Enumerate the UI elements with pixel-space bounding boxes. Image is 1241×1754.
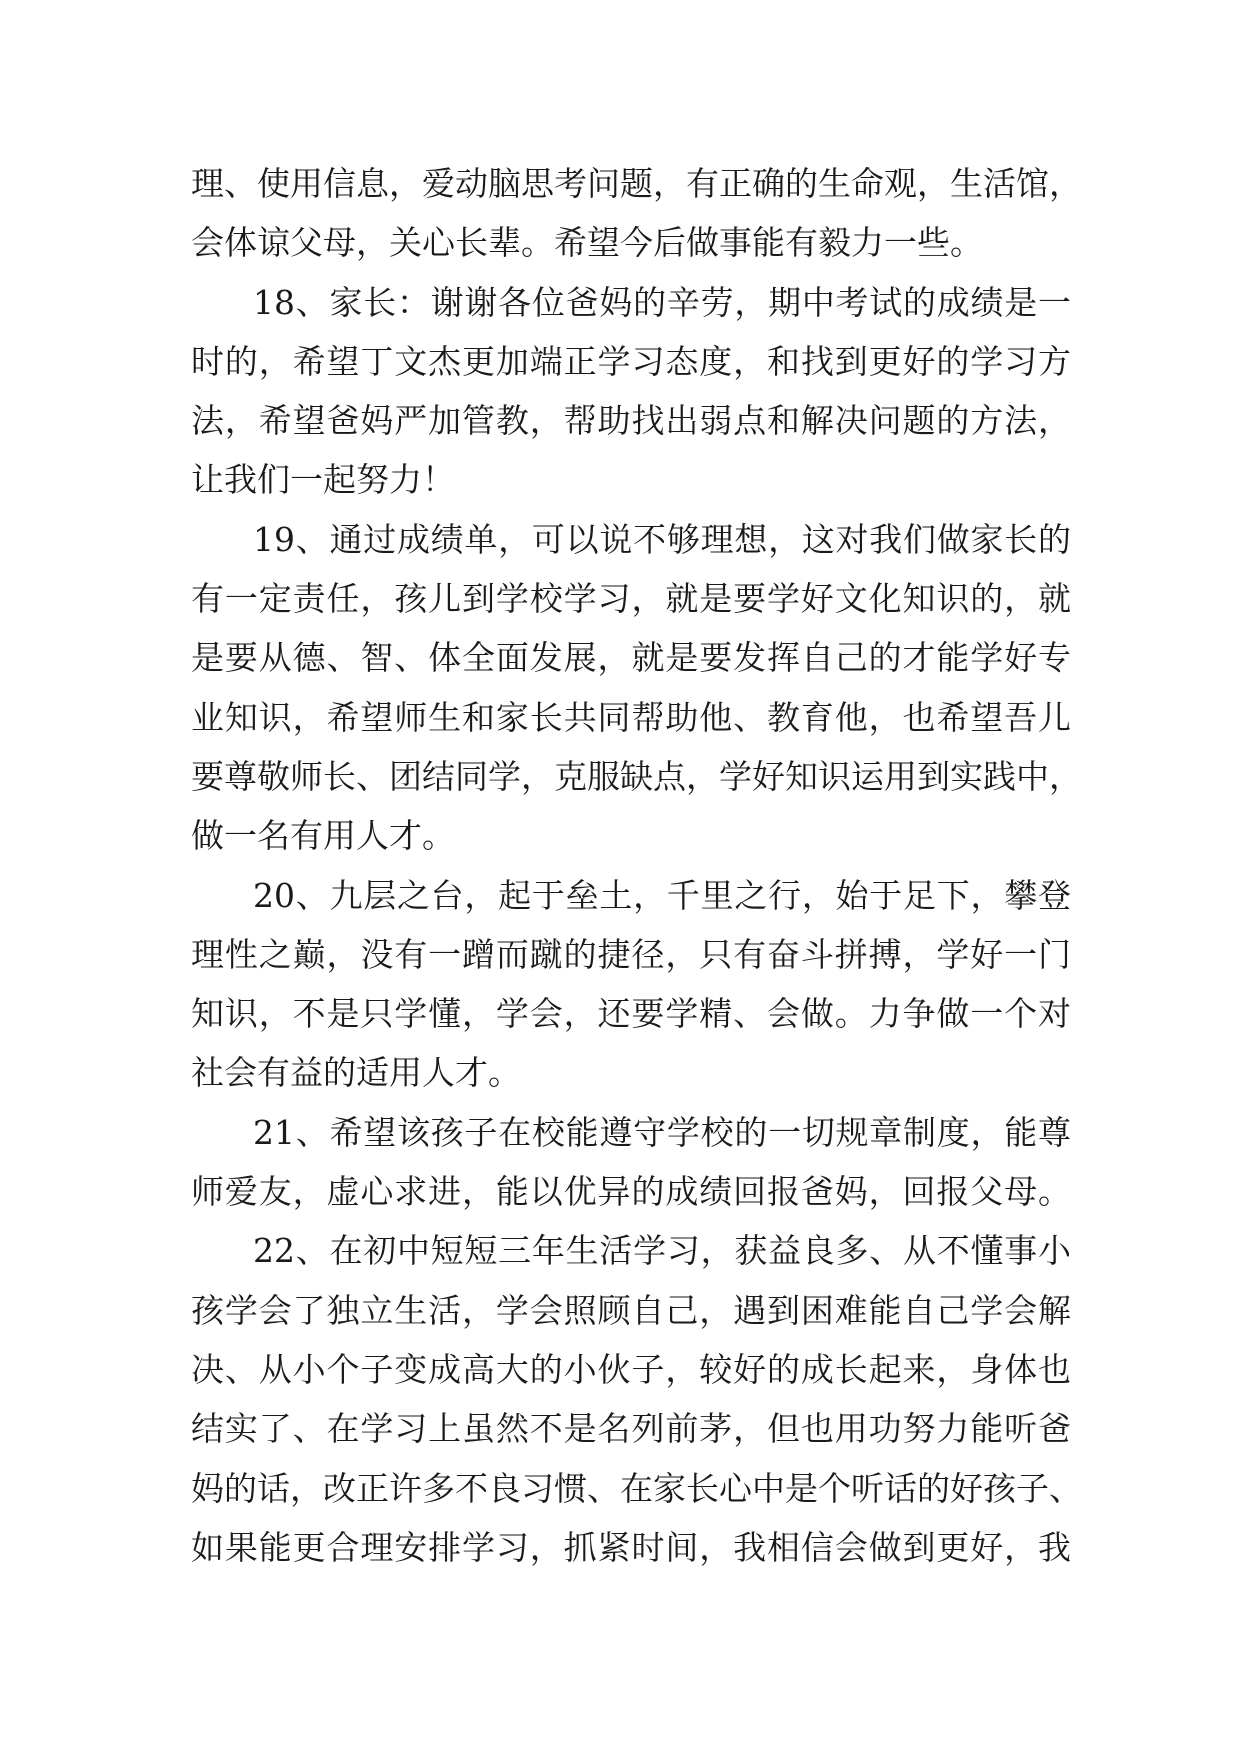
text-line: 师爱友，虚心求进，能以优异的成绩回报爸妈，回报父母。 xyxy=(191,1172,1071,1212)
paragraph-first-line: 20、九层之台，起于垒土，千里之行，始于足下，攀登 xyxy=(253,875,1071,915)
paragraph-first-line: 18、家长：谢谢各位爸妈的辛劳，期中考试的成绩是一 xyxy=(253,282,1071,322)
text-line: 如果能更合理安排学习，抓紧时间，我相信会做到更好，我 xyxy=(191,1527,1071,1567)
text-line: 要尊敬师长、团结同学，克服缺点，学好知识运用到实践中， xyxy=(191,756,1082,796)
text-line: 会体谅父母，关心长辈。希望今后做事能有毅力一些。 xyxy=(191,223,983,263)
text-line: 法，希望爸妈严加管教，帮助找出弱点和解决问题的方法， xyxy=(191,401,1071,441)
text-line: 知识，不是只学懂，学会，还要学精、会做。力争做一个对 xyxy=(191,994,1071,1034)
document-body xyxy=(191,154,1082,1577)
text-line: 让我们一起努力！ xyxy=(191,460,455,500)
text-line: 孩学会了独立生活，学会照顾自己，遇到困难能自己学会解 xyxy=(191,1290,1071,1330)
text-line: 结实了、在学习上虽然不是名列前茅，但也用功努力能听爸 xyxy=(191,1409,1071,1449)
text-line: 妈的话，改正许多不良习惯、在家长心中是个听话的好孩子、 xyxy=(191,1468,1082,1508)
text-line: 理性之巅，没有一蹭而蹴的捷径，只有奋斗拼搏，学好一门 xyxy=(191,934,1071,974)
paragraph-first-line: 19、通过成绩单，可以说不够理想，这对我们做家长的 xyxy=(253,519,1071,559)
text-line: 决、从小个子变成高大的小伙子，较好的成长起来，身体也 xyxy=(191,1349,1071,1389)
paragraph-first-line: 22、在初中短短三年生活学习，获益良多、从不懂事小 xyxy=(253,1231,1071,1271)
text-line: 业知识，希望师生和家长共同帮助他、教育他，也希望吾儿 xyxy=(191,697,1071,737)
text-line: 时的，希望丁文杰更加端正学习态度，和找到更好的学习方 xyxy=(191,341,1071,381)
text-line: 是要从德、智、体全面发展，就是要发挥自己的才能学好专 xyxy=(191,638,1071,678)
text-line: 有一定责任，孩儿到学校学习，就是要学好文化知识的，就 xyxy=(191,579,1071,619)
text-line: 社会有益的适用人才。 xyxy=(191,1053,521,1093)
paragraph-first-line: 21、希望该孩子在校能遵守学校的一切规章制度，能尊 xyxy=(253,1112,1071,1152)
text-line: 理、使用信息，爱动脑思考问题，有正确的生命观，生活馆， xyxy=(191,164,1082,203)
text-line: 做一名有用人才。 xyxy=(191,816,455,856)
